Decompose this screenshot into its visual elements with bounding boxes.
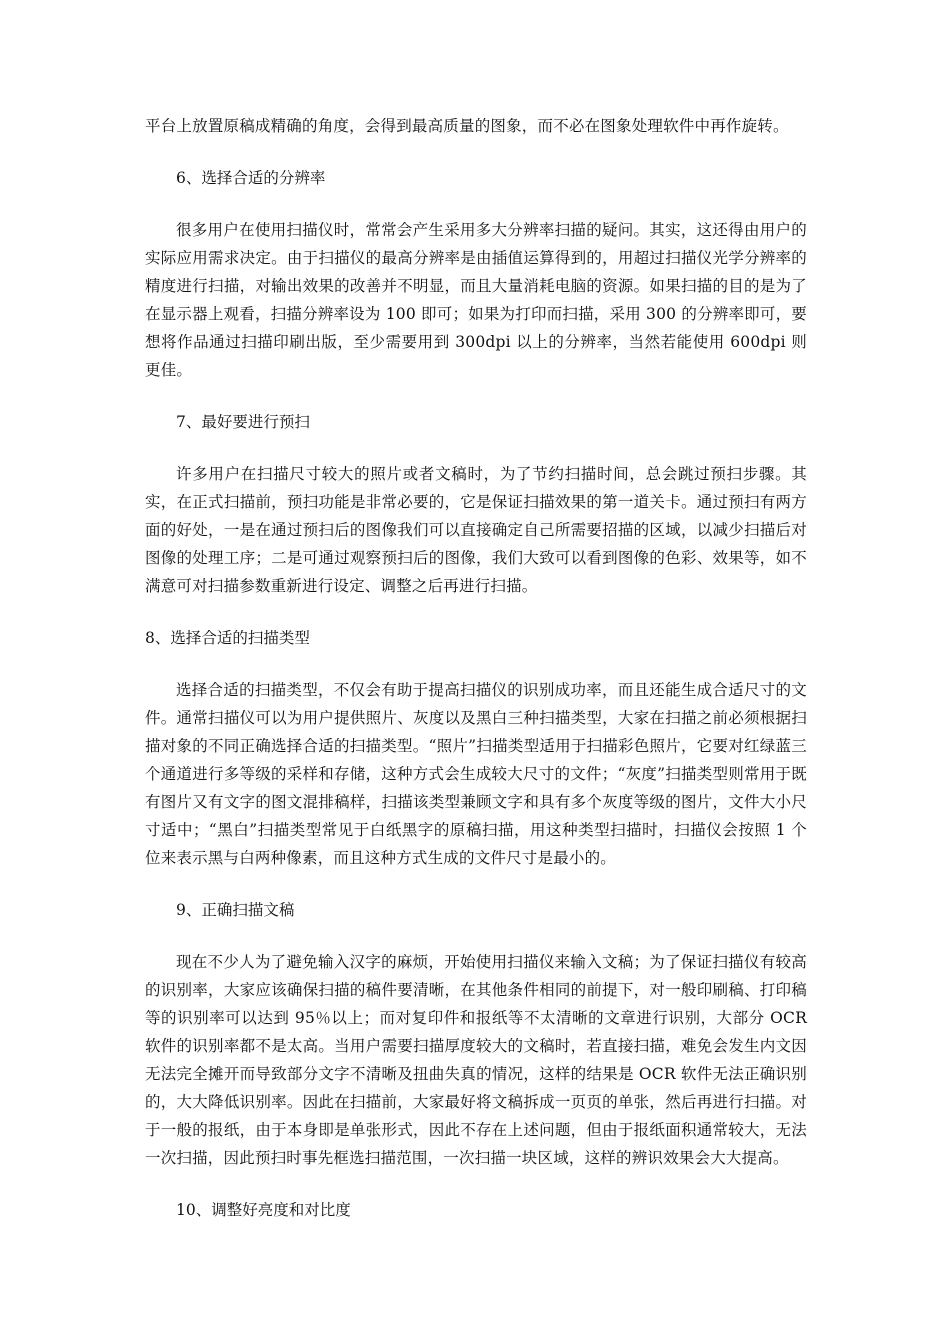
paragraph-prescan: 许多用户在扫描尺寸较大的照片或者文稿时，为了节约扫描时间，总会跳过预扫步骤。其实，在正式扫描前，预扫功能是非常必要的，它是保证扫描效果的第一道关卡。通过预扫有两方面的好处，一是在通过预扫后的图像我们可以直接确定自己所需要招描的区域，以减少扫描后对图像的处理工序；二是可通过观察预扫后的图像，我们大致可以看到图像的色彩、效果等，如不满意可对扫描参数重新进行设定、调整之后再进行扫描。 xyxy=(145,465,807,595)
paragraph-scan-document: 现在不少人为了避免输入汉字的麻烦，开始使用扫描仪来输入文稿；为了保证扫描仪有较高的识别率，大家应该确保扫描的稿件要清晰，在其他条件相同的前提下，对一般印刷稿、打印稿等的识别率可以达到 95％以上；而对复印件和报纸等不太清晰的文章进行识别，大部分 OCR 软件的识别率都不是太高。当用户需要扫描厚度较大的文稿时，若直接扫描，难免会发生内文因无法完全摊开而导致部分文字不清晰及扭曲失真的情况，这样的结果是 OCR 软件无法正确识别的，大大降低识别率。因此在扫描前，大家最好将文稿拆成一页页的单张，然后再进行扫描。对于一般的报纸，由于本身即是单张形式，因此不存在上述问题，但由于报纸面积通常较大，无法一次扫描，因此预扫时事先框选扫描范围，一次扫描一块区域，这样的辨识效果会大大提高。 xyxy=(145,953,807,1167)
paragraph-scan-type: 选择合适的扫描类型，不仅会有助于提高扫描仪的识别成功率，而且还能生成合适尺寸的文件。通常扫描仪可以为用户提供照片、灰度以及黑白三种扫描类型，大家在扫描之前必须根据扫描对象的不同正确选择合适的扫描类型。“照片”扫描类型适用于扫描彩色照片，它要对红绿蓝三个通道进行多等级的采样和存储，这种方式会生成较大尺寸的文件；“灰度”扫描类型则常用于既有图片又有文字的图文混排稿样，扫描该类型兼顾文字和具有多个灰度等级的图片，文件大小尺寸适中；“黑白”扫描类型常见于白纸黑字的原稿扫描，用这种类型扫描时，扫描仪会按照 1 个位来表示黑与白两种像素，而且这种方式生成的文件尺寸是最小的。 xyxy=(145,681,807,867)
heading-brightness-contrast: 10、调整好亮度和对比度 xyxy=(176,1201,351,1219)
heading-resolution: 6、选择合适的分辨率 xyxy=(176,169,326,187)
heading-scan-type: 8、选择合适的扫描类型 xyxy=(145,629,310,647)
heading-prescan: 7、最好要进行预扫 xyxy=(176,413,310,431)
paragraph-resolution: 很多用户在使用扫描仪时，常常会产生采用多大分辨率扫描的疑问。其实，这还得由用户的实际应用需求决定。由于扫描仪的最高分辨率是由插值运算得到的，用超过扫描仪光学分辨率的精度进行扫描，对输出效果的改善并不明显，而且大量消耗电脑的资源。如果扫描的目的是为了在显示器上观看，扫描分辨率设为 100 即可；如果为打印而扫描，采用 300 的分辨率即可，要想将作品通过扫描印刷出版，至少需要用到 300dpi 以上的分辨率，当然若能使用 600dpi 则更佳。 xyxy=(145,221,807,379)
document-page xyxy=(145,112,807,1224)
heading-scan-document: 9、正确扫描文稿 xyxy=(176,901,295,919)
paragraph-rotation-note: 平台上放置原稿成精确的角度，会得到最高质量的图象，而不必在图象处理软件中再作旋转。 xyxy=(145,117,789,135)
